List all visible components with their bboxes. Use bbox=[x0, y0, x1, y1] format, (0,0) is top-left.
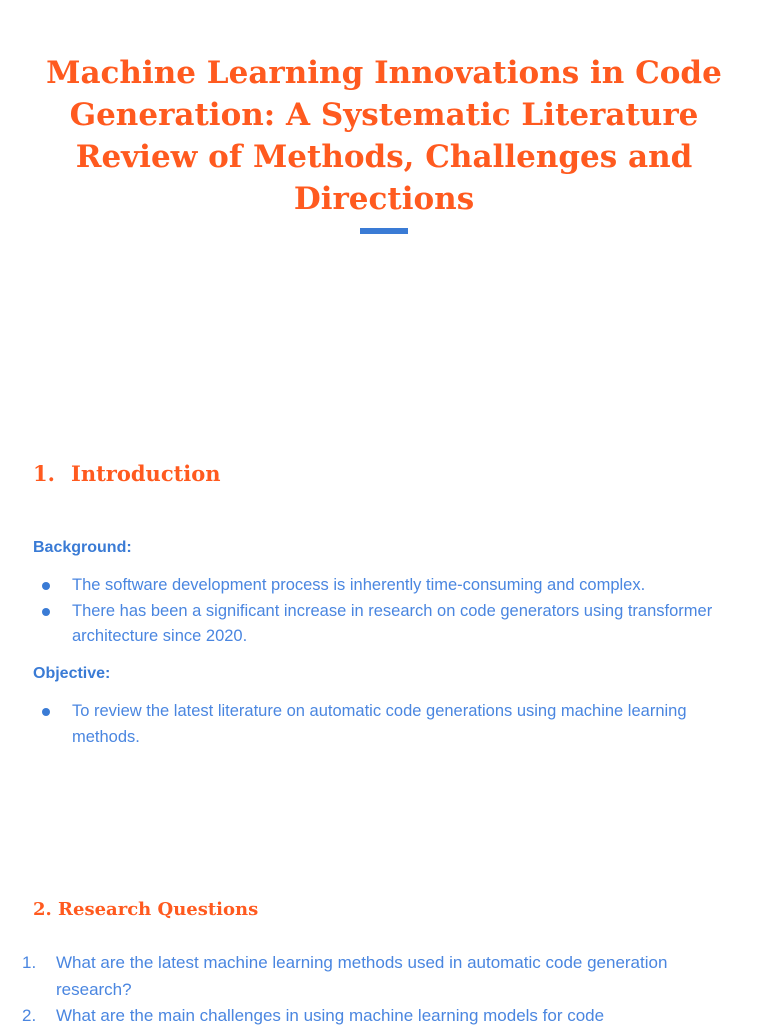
objective-list bbox=[0, 699, 720, 750]
bullet-icon bbox=[42, 708, 50, 716]
question-text: What are the main challenges in using machine learning models for code bbox=[56, 1006, 605, 1025]
objective-label: Objective: bbox=[33, 665, 111, 682]
list-item-text: To review the latest literature on automatic code generations using machine learning methods. bbox=[72, 702, 687, 746]
question-number: 1. bbox=[22, 953, 37, 972]
bullet-icon bbox=[42, 582, 50, 590]
list-item bbox=[0, 1003, 700, 1030]
question-text: What are the latest machine learning methods used in automatic code generation research? bbox=[56, 953, 668, 999]
research-questions-list bbox=[0, 950, 700, 1030]
list-item-text: There has been a significant increase in research on code generators using transformer architecture since 2020. bbox=[72, 601, 713, 645]
section-heading-introduction bbox=[33, 458, 221, 490]
section-heading-text: Introduction bbox=[71, 461, 221, 486]
list-item-text: The software development process is inherently time-consuming and complex. bbox=[72, 576, 646, 594]
list-item bbox=[0, 699, 720, 750]
list-item bbox=[0, 950, 700, 1003]
list-item bbox=[0, 599, 720, 650]
list-item bbox=[0, 573, 720, 599]
section-heading-research-questions: 2. Research Questions bbox=[33, 899, 259, 920]
title-underline bbox=[360, 228, 408, 234]
question-number: 2. bbox=[22, 1006, 37, 1025]
background-label: Background: bbox=[33, 539, 132, 556]
bullet-icon bbox=[42, 608, 50, 616]
page-title: Machine Learning Innovations in Code Generation: A Systematic Literature Review of Methods, Challenges and Directions bbox=[46, 55, 722, 217]
section-number: 1. bbox=[33, 461, 55, 486]
background-list bbox=[0, 573, 720, 650]
